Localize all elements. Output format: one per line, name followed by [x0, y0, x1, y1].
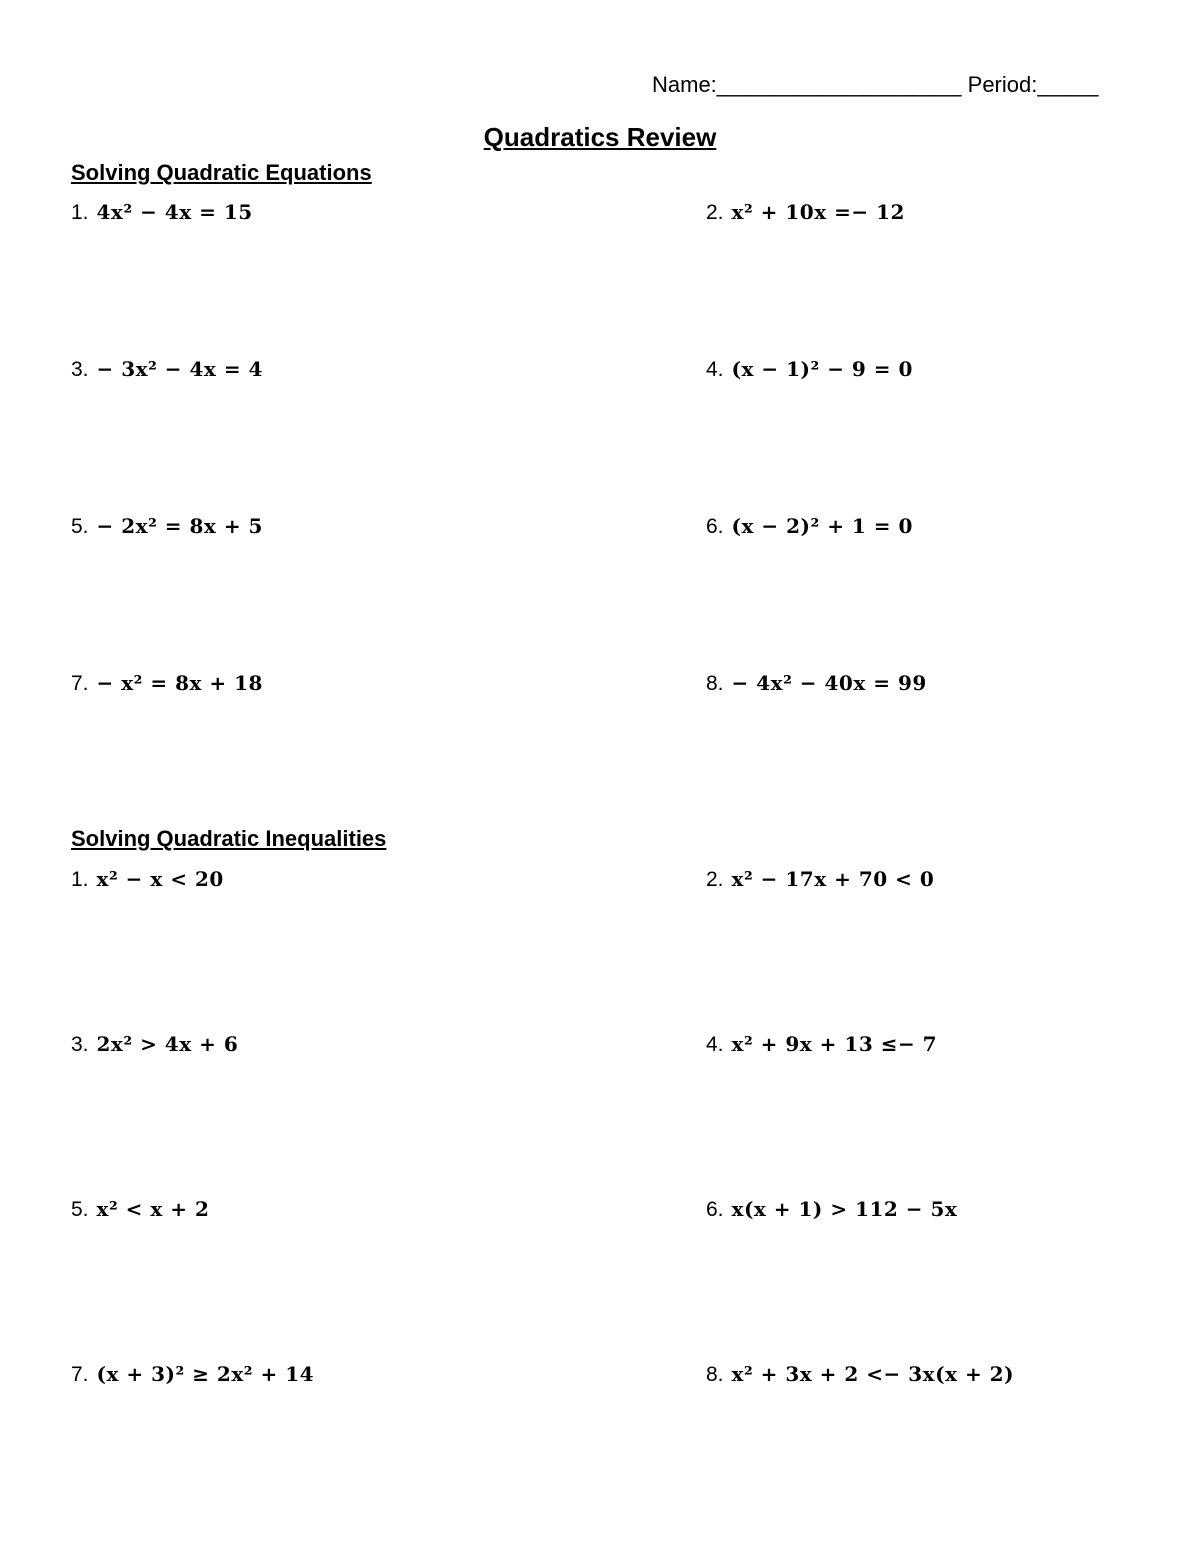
- problem-number: 8.: [706, 1363, 724, 1386]
- problem-expression: − x² = 8x + 18: [96, 671, 263, 695]
- problem-expression: x² + 3x + 2 <− 3x(x + 2): [731, 1362, 1015, 1386]
- section-heading-inequalities: Solving Quadratic Inequalities: [71, 826, 387, 851]
- inequality-problem: [71, 864, 224, 895]
- problem-expression: − 4x² − 40x = 99: [731, 671, 927, 695]
- problem-expression: x² − x < 20: [96, 867, 224, 891]
- problem-expression: x² < x + 2: [96, 1197, 210, 1221]
- equation-problem: [706, 197, 905, 228]
- problem-expression: (x + 3)² ≥ 2x² + 14: [96, 1362, 315, 1386]
- problem-number: 1.: [71, 868, 89, 891]
- inequality-problem: [71, 1359, 314, 1390]
- problem-number: 6.: [706, 1198, 724, 1221]
- inequality-problem: [706, 864, 934, 895]
- problem-number: 5.: [71, 1198, 89, 1221]
- problem-number: 5.: [71, 515, 89, 538]
- problem-expression: − 2x² = 8x + 5: [96, 514, 263, 538]
- problem-expression: − 3x² − 4x = 4: [96, 357, 263, 381]
- problem-expression: 4x² − 4x = 15: [96, 200, 253, 224]
- name-field-label: Name:____________________: [652, 72, 962, 97]
- problem-number: 4.: [706, 1033, 724, 1056]
- problem-number: 3.: [71, 358, 89, 381]
- equation-problem: [706, 354, 913, 385]
- problem-expression: x² + 10x =− 12: [731, 200, 905, 224]
- problem-number: 2.: [706, 201, 724, 224]
- inequality-problem: [71, 1029, 238, 1060]
- equation-problem: [71, 354, 263, 385]
- problem-expression: x² − 17x + 70 < 0: [731, 867, 935, 891]
- name-period-line: [652, 72, 1099, 98]
- problem-number: 7.: [71, 1363, 89, 1386]
- problem-number: 7.: [71, 672, 89, 695]
- equation-problem: [71, 511, 263, 542]
- problem-expression: x(x + 1) > 112 − 5x: [731, 1197, 958, 1221]
- problem-expression: (x − 1)² − 9 = 0: [731, 357, 913, 381]
- inequality-problem: [706, 1029, 937, 1060]
- equation-problem: [71, 668, 263, 699]
- equation-problem: [71, 197, 253, 228]
- problem-number: 4.: [706, 358, 724, 381]
- problem-expression: (x − 2)² + 1 = 0: [731, 514, 913, 538]
- problem-number: 8.: [706, 672, 724, 695]
- inequality-problem: [706, 1359, 1014, 1390]
- equation-problem: [706, 668, 927, 699]
- problem-number: 2.: [706, 868, 724, 891]
- inequality-problem: [71, 1194, 209, 1225]
- page-title: Quadratics Review: [483, 122, 717, 152]
- section-heading-equations: Solving Quadratic Equations: [71, 160, 372, 185]
- problem-number: 6.: [706, 515, 724, 538]
- problem-expression: x² + 9x + 13 ≤− 7: [731, 1032, 938, 1056]
- problem-number: 1.: [71, 201, 89, 224]
- problem-number: 3.: [71, 1033, 89, 1056]
- inequality-problem: [706, 1194, 957, 1225]
- problem-expression: 2x² > 4x + 6: [96, 1032, 239, 1056]
- equation-problem: [706, 511, 913, 542]
- period-field-label: Period:_____: [967, 72, 1099, 97]
